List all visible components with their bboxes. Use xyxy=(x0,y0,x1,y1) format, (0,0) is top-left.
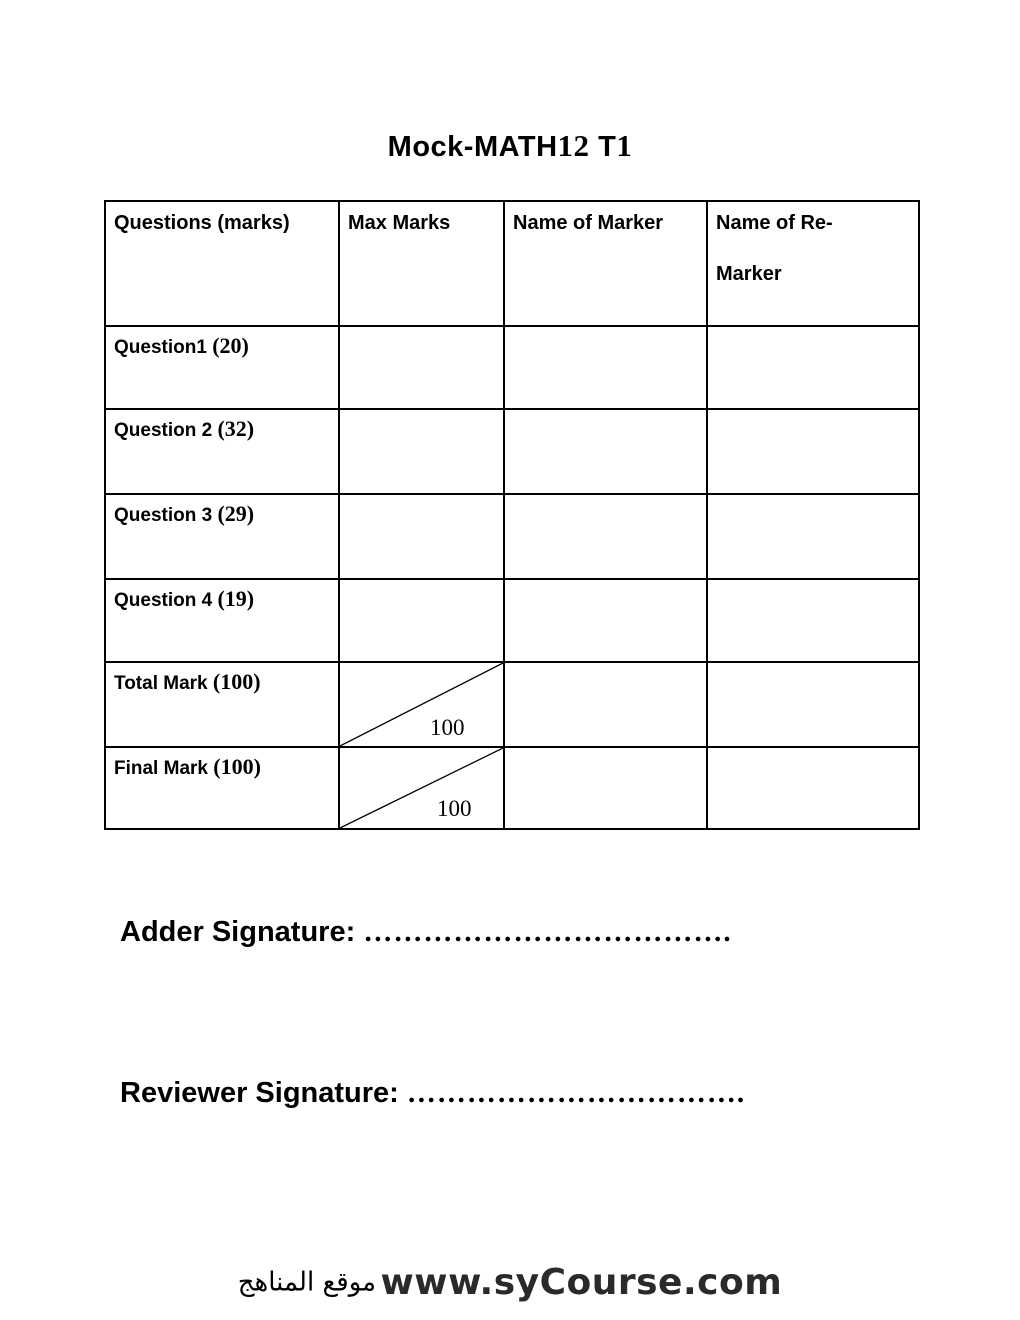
header-max-marks-label: Max Marks xyxy=(348,212,451,234)
question-marks: (29) xyxy=(217,501,255,526)
adder-signature-label: Adder Signature: xyxy=(120,916,364,948)
row-label xyxy=(106,327,338,359)
marker-name-cell[interactable] xyxy=(504,662,707,747)
question-marks: (19) xyxy=(217,586,255,611)
row-label xyxy=(106,580,338,612)
row-label xyxy=(106,410,338,442)
re-marker-name-cell[interactable] xyxy=(707,579,919,662)
row-label xyxy=(106,748,338,780)
reviewer-signature xyxy=(120,1077,745,1110)
marker-name-cell[interactable] xyxy=(504,326,707,409)
title-suffix: T xyxy=(589,131,617,163)
header-max-marks xyxy=(339,201,504,326)
question-name: Question 3 xyxy=(114,505,218,526)
final-mark-name: Final Mark xyxy=(114,758,214,779)
row-label xyxy=(106,663,338,695)
question-marks: (20) xyxy=(212,333,249,358)
row-label-cell xyxy=(105,579,339,662)
marker-name-cell[interactable] xyxy=(504,579,707,662)
final-max-value: 100 xyxy=(437,796,472,821)
adder-signature-line[interactable]: ………………………………. xyxy=(363,916,732,948)
header-marker-label: Name of Marker xyxy=(513,212,664,234)
table-row xyxy=(105,579,919,662)
row-label-cell xyxy=(105,326,339,409)
diagonal-line xyxy=(340,663,503,746)
total-max-value: 100 xyxy=(430,715,465,740)
row-label-cell xyxy=(105,747,339,829)
re-marker-name-cell[interactable] xyxy=(707,494,919,579)
header-questions xyxy=(105,201,339,326)
total-max-marks-cell xyxy=(339,662,504,747)
header-re-marker xyxy=(707,201,919,326)
diagonal-line xyxy=(340,748,503,828)
marker-name-cell[interactable] xyxy=(504,494,707,579)
max-marks-cell[interactable] xyxy=(339,326,504,409)
table-row xyxy=(105,409,919,494)
total-mark-marks: (100) xyxy=(212,669,261,694)
reviewer-signature-line[interactable]: ……………………………. xyxy=(406,1077,746,1109)
footer-site-link[interactable]: www.syCourse.com xyxy=(380,1262,783,1303)
title-suffix-number: 1 xyxy=(616,128,633,163)
diagonal-divider xyxy=(340,748,503,828)
re-marker-name-cell[interactable] xyxy=(707,326,919,409)
question-name: Question 2 xyxy=(114,420,218,441)
header-re-marker-label: Name of Re-Marker xyxy=(716,212,833,285)
header-questions-label: Questions (marks) xyxy=(114,212,290,234)
row-label-cell xyxy=(105,494,339,579)
adder-signature xyxy=(120,916,732,949)
max-marks-cell[interactable] xyxy=(339,494,504,579)
reviewer-signature-label: Reviewer Signature: xyxy=(120,1077,407,1109)
table-header-row xyxy=(105,201,919,326)
final-max-marks-cell xyxy=(339,747,504,829)
table-row xyxy=(105,662,919,747)
question-name: Question 4 xyxy=(114,590,218,611)
max-marks-cell[interactable] xyxy=(339,579,504,662)
footer-arabic-text: موقع المناهج xyxy=(237,1267,377,1298)
marker-name-cell[interactable] xyxy=(504,747,707,829)
marker-name-cell[interactable] xyxy=(504,409,707,494)
re-marker-name-cell[interactable] xyxy=(707,409,919,494)
re-marker-name-cell[interactable] xyxy=(707,747,919,829)
total-mark-name: Total Mark xyxy=(114,673,213,694)
question-name: Question1 xyxy=(114,337,213,358)
row-label xyxy=(106,495,338,527)
final-mark-marks: (100) xyxy=(213,754,261,779)
question-marks: (32) xyxy=(217,416,255,441)
table-row xyxy=(105,494,919,579)
page-title xyxy=(0,128,1020,164)
row-label-cell xyxy=(105,409,339,494)
max-marks-cell[interactable] xyxy=(339,409,504,494)
table-row xyxy=(105,747,919,829)
footer-watermark xyxy=(0,1262,1020,1303)
table-row xyxy=(105,326,919,409)
diagonal-divider xyxy=(340,663,503,746)
header-marker xyxy=(504,201,707,326)
title-number: 12 xyxy=(557,128,590,163)
row-label-cell xyxy=(105,662,339,747)
title-prefix: Mock-MATH xyxy=(387,131,558,163)
marks-table xyxy=(104,200,920,830)
re-marker-name-cell[interactable] xyxy=(707,662,919,747)
